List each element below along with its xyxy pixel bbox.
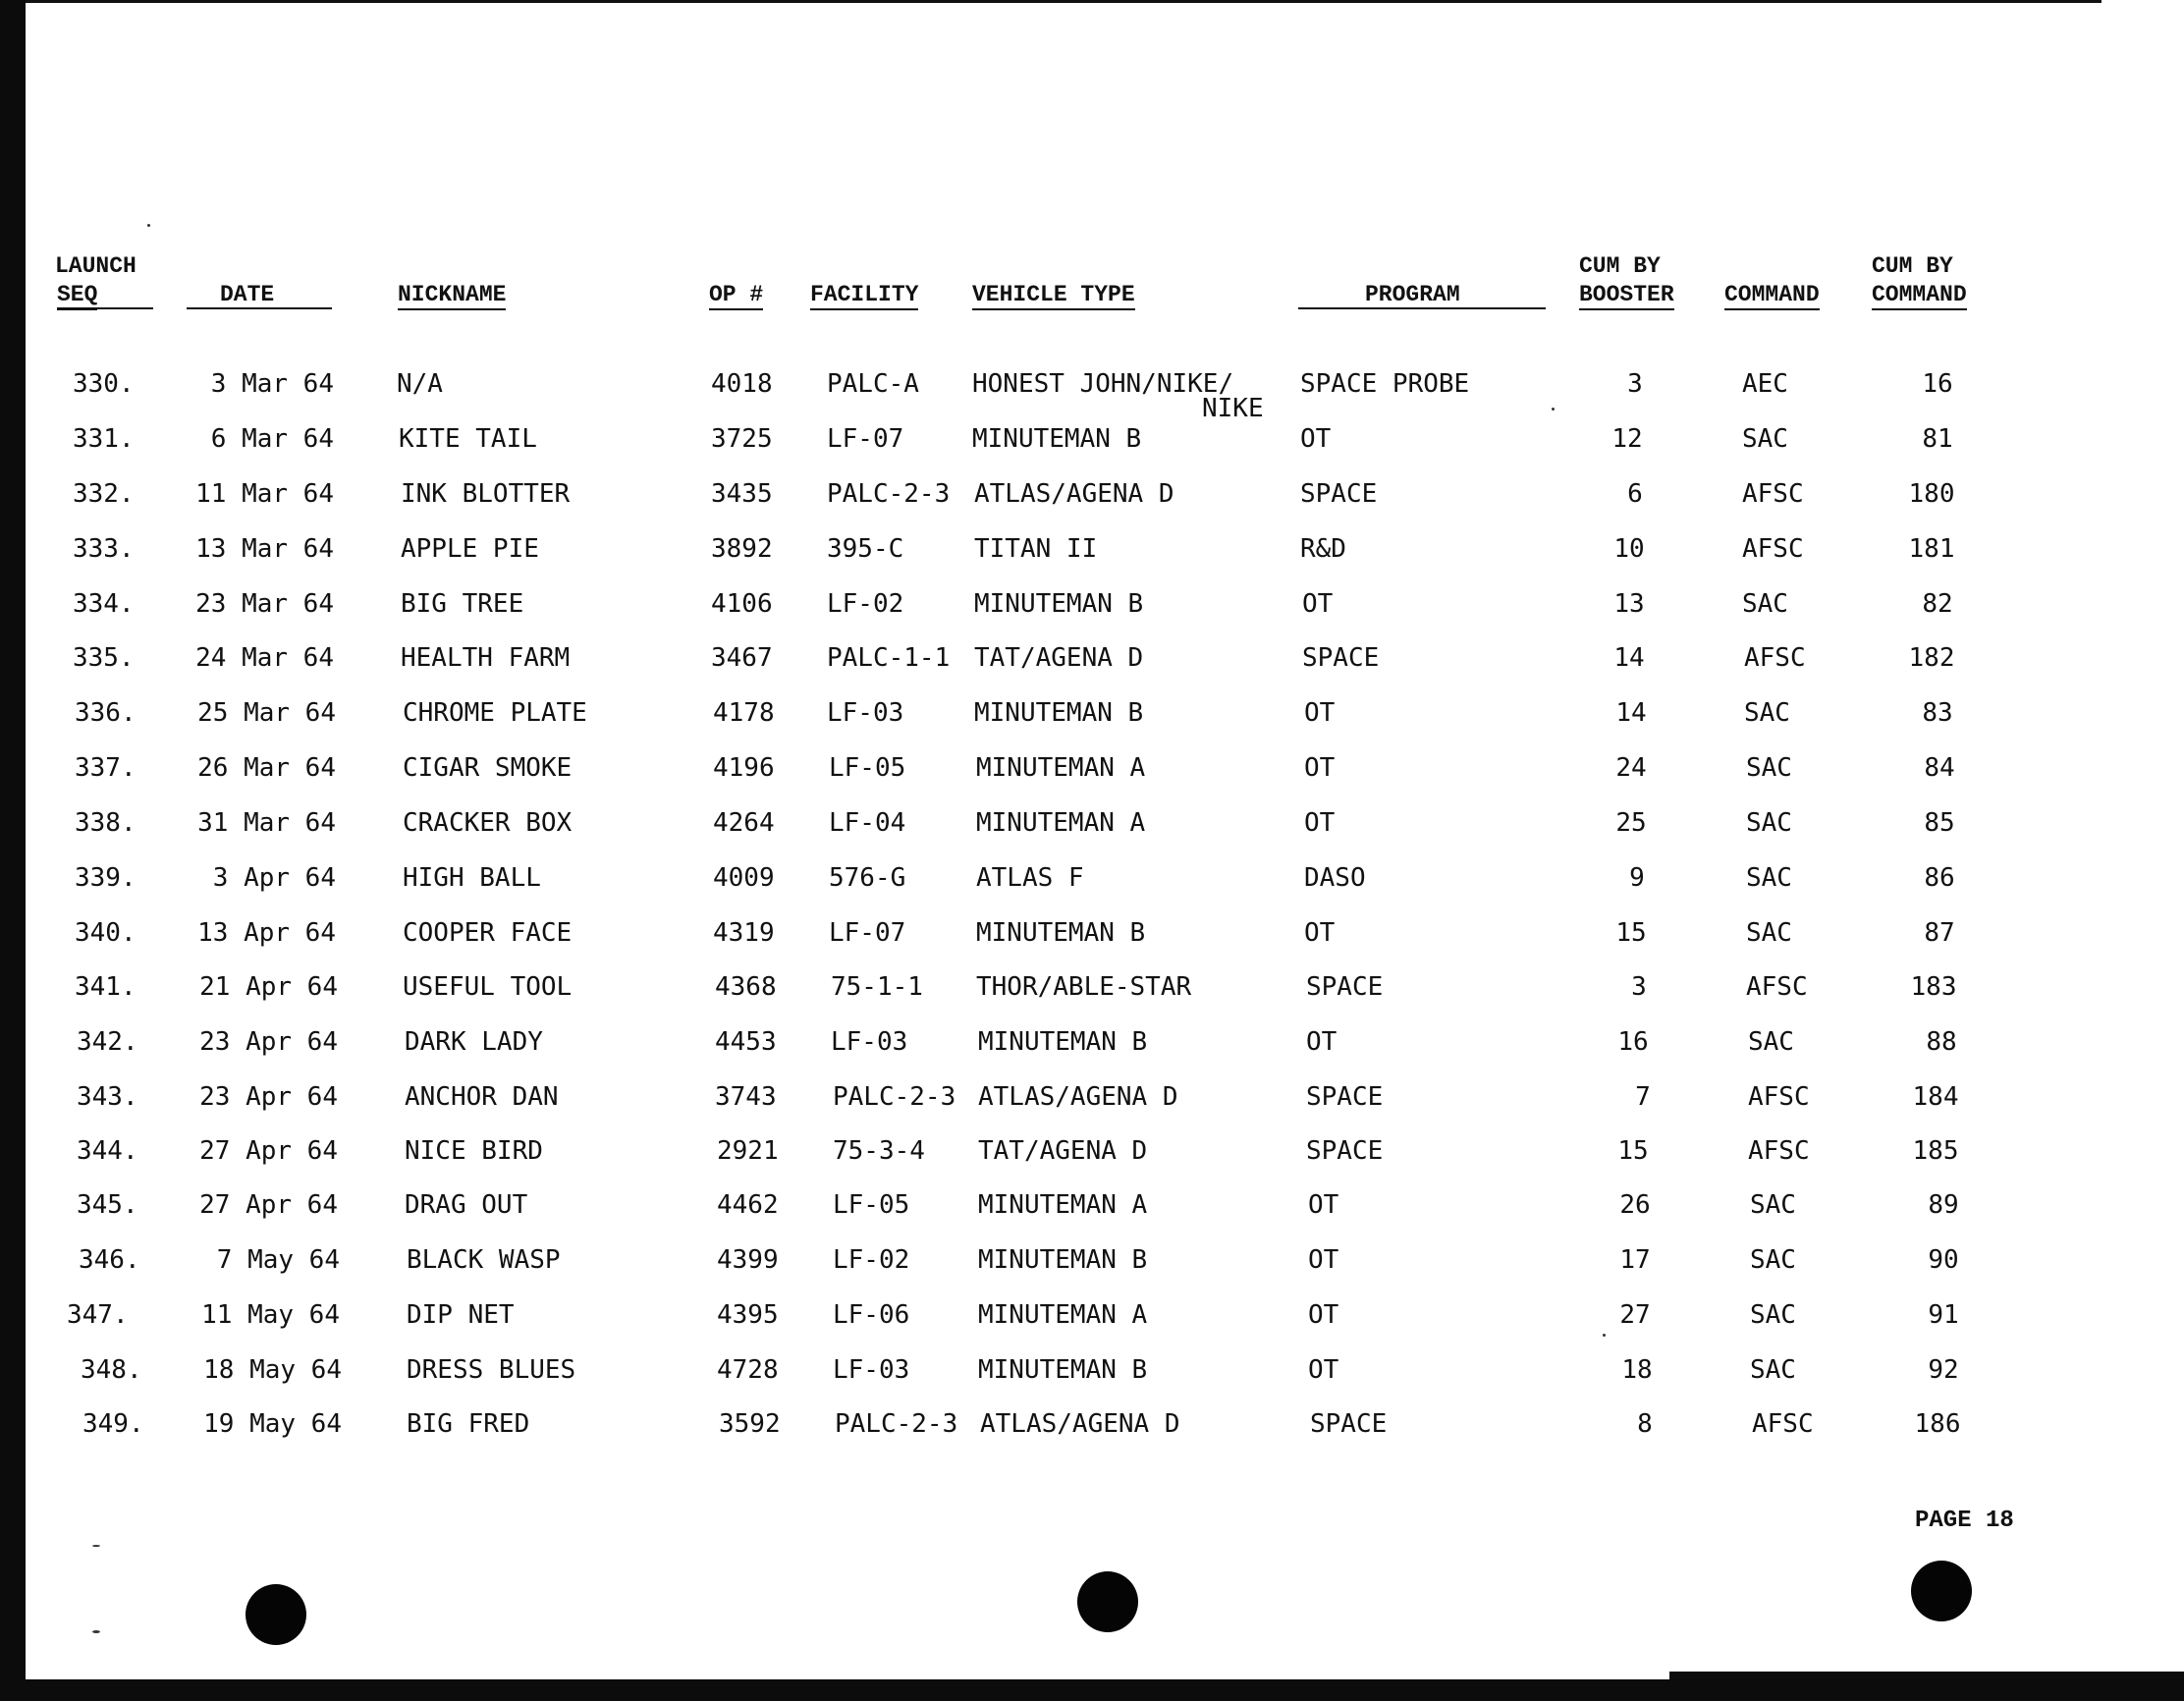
cell-program: OT xyxy=(1304,698,1336,728)
cell-facility: PALC-A xyxy=(827,369,919,399)
cell-command: AFSC xyxy=(1748,1136,1810,1166)
binder-hole-left xyxy=(246,1584,306,1645)
cell-program: SPACE xyxy=(1310,1409,1388,1439)
cell-seq: 335. xyxy=(73,643,135,673)
cell-nickname: BIG FRED xyxy=(407,1409,530,1439)
header-cum-command-line1: CUM BY xyxy=(1872,253,1953,279)
cell-op: 4018 xyxy=(711,369,773,399)
cell-facility: PALC-1-1 xyxy=(827,643,951,673)
cell-nickname: APPLE PIE xyxy=(401,534,539,564)
cell-date: 26 Mar 64 xyxy=(197,753,336,783)
cell-vehicle: MINUTEMAN B xyxy=(978,1355,1148,1385)
cell-cum-command: 180 xyxy=(1908,479,1955,509)
cell-program: SPACE xyxy=(1302,643,1380,673)
cell-op: 4319 xyxy=(713,918,775,948)
cell-date: 18 May 64 xyxy=(203,1355,342,1385)
table-row xyxy=(0,1187,2184,1227)
cell-command: SAC xyxy=(1746,808,1792,838)
cell-vehicle: MINUTEMAN B xyxy=(974,698,1144,728)
cell-vehicle: TITAN II xyxy=(974,534,1098,564)
cell-command: AFSC xyxy=(1746,972,1808,1002)
scan-edge-left xyxy=(0,0,26,1701)
cell-cum-booster: 17 xyxy=(1619,1245,1651,1275)
cell-facility: 75-3-4 xyxy=(833,1136,925,1166)
cell-seq: 338. xyxy=(75,808,136,838)
cell-command: SAC xyxy=(1742,424,1788,454)
cell-op: 2921 xyxy=(717,1136,779,1166)
cell-date: 7 May 64 xyxy=(216,1245,340,1275)
cell-vehicle: ATLAS F xyxy=(976,863,1084,893)
cell-facility: LF-05 xyxy=(829,753,906,783)
table-row xyxy=(0,421,2184,461)
cell-cum-booster: 14 xyxy=(1615,698,1647,728)
cell-nickname: ANCHOR DAN xyxy=(405,1082,559,1112)
table-row xyxy=(0,476,2184,516)
table-row xyxy=(0,640,2184,680)
cell-cum-booster: 27 xyxy=(1619,1300,1651,1330)
cell-seq: 343. xyxy=(77,1082,138,1112)
cell-nickname: COOPER FACE xyxy=(403,918,573,948)
cell-command: AFSC xyxy=(1742,534,1804,564)
cell-vehicle: ATLAS/AGENA D xyxy=(974,479,1174,509)
cell-nickname: DRAG OUT xyxy=(405,1190,528,1220)
cell-cum-booster: 3 xyxy=(1631,972,1647,1002)
cell-seq: 341. xyxy=(75,972,136,1002)
cell-vehicle: ATLAS/AGENA D xyxy=(980,1409,1180,1439)
cell-seq: 337. xyxy=(75,753,136,783)
scan-edge-bottom xyxy=(26,1679,2184,1701)
cell-facility: LF-02 xyxy=(833,1245,910,1275)
cell-cum-command: 182 xyxy=(1908,643,1955,673)
cell-date: 6 Mar 64 xyxy=(210,424,334,454)
cell-date: 27 Apr 64 xyxy=(199,1190,338,1220)
cell-seq: 331. xyxy=(73,424,135,454)
cell-command: SAC xyxy=(1750,1355,1796,1385)
cell-facility: 576-G xyxy=(829,863,906,893)
cell-cum-booster: 15 xyxy=(1617,1136,1649,1166)
cell-cum-command: 81 xyxy=(1922,424,1953,454)
cell-date: 3 Apr 64 xyxy=(212,863,336,893)
cell-op: 3467 xyxy=(711,643,773,673)
table-row xyxy=(0,1133,2184,1173)
cell-vehicle: MINUTEMAN A xyxy=(978,1190,1148,1220)
cell-facility: LF-03 xyxy=(827,698,904,728)
cell-cum-booster: 14 xyxy=(1613,643,1645,673)
cell-command: SAC xyxy=(1746,918,1792,948)
cell-cum-booster: 10 xyxy=(1613,534,1645,564)
cell-seq: 348. xyxy=(81,1355,142,1385)
cell-facility: LF-02 xyxy=(827,589,904,619)
cell-seq: 339. xyxy=(75,863,136,893)
cell-cum-command: 181 xyxy=(1908,534,1955,564)
cell-nickname: CRACKER BOX xyxy=(403,808,573,838)
cell-cum-command: 84 xyxy=(1924,753,1955,783)
cell-cum-command: 92 xyxy=(1928,1355,1959,1385)
cell-op: 4009 xyxy=(713,863,775,893)
table-row xyxy=(0,1406,2184,1446)
cell-op: 3743 xyxy=(715,1082,777,1112)
cell-cum-booster: 7 xyxy=(1635,1082,1651,1112)
cell-seq: 342. xyxy=(77,1027,138,1057)
header-date: DATE xyxy=(220,282,275,307)
cell-cum-command: 86 xyxy=(1924,863,1955,893)
table-row xyxy=(0,1297,2184,1337)
cell-op: 3435 xyxy=(711,479,773,509)
cell-date: 27 Apr 64 xyxy=(199,1136,338,1166)
cell-nickname: N/A xyxy=(397,369,443,399)
cell-program: OT xyxy=(1302,589,1334,619)
scan-speck xyxy=(1552,408,1555,411)
cell-nickname: BIG TREE xyxy=(401,589,524,619)
header-command: COMMAND xyxy=(1724,282,1820,310)
cell-vehicle: MINUTEMAN B xyxy=(978,1027,1148,1057)
table-row xyxy=(0,366,2184,423)
binder-hole-right xyxy=(1911,1561,1972,1621)
cell-program: SPACE xyxy=(1306,1136,1384,1166)
cell-nickname: DARK LADY xyxy=(405,1027,543,1057)
cell-nickname: HIGH BALL xyxy=(403,863,541,893)
cell-cum-command: 90 xyxy=(1928,1245,1959,1275)
header-cum-booster xyxy=(1579,252,1674,309)
cell-facility: PALC-2-3 xyxy=(827,479,951,509)
cell-nickname: KITE TAIL xyxy=(399,424,537,454)
cell-command: AFSC xyxy=(1748,1082,1810,1112)
cell-op: 3725 xyxy=(711,424,773,454)
cell-cum-booster: 3 xyxy=(1627,369,1643,399)
cell-program: SPACE xyxy=(1306,1082,1384,1112)
cell-op: 4368 xyxy=(715,972,777,1002)
cell-facility: LF-07 xyxy=(827,424,904,454)
cell-vehicle: HONEST JOHN/NIKE/ xyxy=(972,369,1234,399)
table-row xyxy=(0,1079,2184,1119)
cell-command: SAC xyxy=(1746,863,1792,893)
table-row xyxy=(0,1352,2184,1392)
cell-cum-booster: 25 xyxy=(1615,808,1647,838)
cell-cum-command: 183 xyxy=(1910,972,1957,1002)
cell-cum-booster: 18 xyxy=(1621,1355,1653,1385)
cell-command: AEC xyxy=(1742,369,1788,399)
cell-vehicle: TAT/AGENA D xyxy=(974,643,1144,673)
binder-hole-center xyxy=(1077,1571,1138,1632)
cell-program: OT xyxy=(1306,1027,1338,1057)
cell-nickname: USEFUL TOOL xyxy=(403,972,573,1002)
table-row xyxy=(0,1024,2184,1064)
cell-seq: 340. xyxy=(75,918,136,948)
cell-date: 3 Mar 64 xyxy=(210,369,334,399)
scan-speck xyxy=(147,224,150,227)
page-number: PAGE 18 xyxy=(1915,1508,2014,1534)
cell-op: 3592 xyxy=(719,1409,781,1439)
cell-nickname: CHROME PLATE xyxy=(403,698,587,728)
header-rule-date xyxy=(187,307,332,309)
cell-nickname: CIGAR SMOKE xyxy=(403,753,573,783)
cell-program: SPACE xyxy=(1300,479,1378,509)
scan-speck xyxy=(1603,1334,1606,1337)
table-row xyxy=(0,969,2184,1009)
cell-nickname: INK BLOTTER xyxy=(401,479,571,509)
cell-date: 13 Mar 64 xyxy=(195,534,334,564)
cell-nickname: DRESS BLUES xyxy=(407,1355,576,1385)
cell-seq: 346. xyxy=(79,1245,140,1275)
cell-seq: 349. xyxy=(82,1409,144,1439)
cell-cum-command: 185 xyxy=(1912,1136,1959,1166)
cell-cum-booster: 24 xyxy=(1615,753,1647,783)
cell-cum-command: 184 xyxy=(1912,1082,1959,1112)
cell-date: 21 Apr 64 xyxy=(199,972,338,1002)
cell-vehicle: THOR/ABLE-STAR xyxy=(976,972,1192,1002)
cell-program: OT xyxy=(1308,1190,1339,1220)
cell-program: OT xyxy=(1308,1300,1339,1330)
header-rule-seq xyxy=(57,307,153,309)
cell-cum-command: 186 xyxy=(1914,1409,1961,1439)
header-launch-seq-line1: LAUNCH xyxy=(55,253,136,279)
table-row xyxy=(0,531,2184,571)
cell-op: 4196 xyxy=(713,753,775,783)
cell-seq: 344. xyxy=(77,1136,138,1166)
cell-facility: LF-07 xyxy=(829,918,906,948)
header-op: OP # xyxy=(709,282,763,310)
cell-cum-command: 87 xyxy=(1924,918,1955,948)
cell-date: 11 May 64 xyxy=(201,1300,340,1330)
scan-edge-bottom-step xyxy=(1669,1672,2184,1679)
cell-seq: 332. xyxy=(73,479,135,509)
scan-edge-top xyxy=(0,0,2102,3)
cell-cum-command: 83 xyxy=(1922,698,1953,728)
cell-date: 23 Apr 64 xyxy=(199,1082,338,1112)
cell-cum-command: 16 xyxy=(1922,369,1953,399)
table-row xyxy=(0,1242,2184,1282)
table-row xyxy=(0,915,2184,955)
cell-program: SPACE xyxy=(1306,972,1384,1002)
cell-cum-booster: 16 xyxy=(1617,1027,1649,1057)
cell-cum-command: 82 xyxy=(1922,589,1953,619)
header-rule-program xyxy=(1298,307,1546,309)
cell-cum-booster: 12 xyxy=(1611,424,1643,454)
cell-cum-booster: 26 xyxy=(1619,1190,1651,1220)
cell-facility: LF-03 xyxy=(833,1355,910,1385)
table-row xyxy=(0,586,2184,626)
cell-cum-booster: 9 xyxy=(1629,863,1645,893)
cell-facility: LF-04 xyxy=(829,808,906,838)
cell-cum-command: 88 xyxy=(1926,1027,1957,1057)
cell-vehicle-continued: NIKE xyxy=(1202,394,1264,423)
cell-facility: 395-C xyxy=(827,534,904,564)
cell-facility: LF-03 xyxy=(831,1027,908,1057)
header-program: PROGRAM xyxy=(1365,282,1460,307)
cell-seq: 336. xyxy=(75,698,136,728)
cell-program: OT xyxy=(1308,1355,1339,1385)
cell-date: 24 Mar 64 xyxy=(195,643,334,673)
cell-command: AFSC xyxy=(1742,479,1804,509)
cell-vehicle: MINUTEMAN B xyxy=(974,589,1144,619)
header-cum-command xyxy=(1872,252,1967,309)
cell-facility: LF-06 xyxy=(833,1300,910,1330)
table-row xyxy=(0,805,2184,845)
cell-command: AFSC xyxy=(1744,643,1806,673)
cell-nickname: NICE BIRD xyxy=(405,1136,543,1166)
header-nickname: NICKNAME xyxy=(398,282,506,310)
cell-program: OT xyxy=(1304,753,1336,783)
cell-vehicle: MINUTEMAN A xyxy=(978,1300,1148,1330)
cell-seq: 330. xyxy=(73,369,135,399)
cell-command: SAC xyxy=(1750,1245,1796,1275)
cell-vehicle: MINUTEMAN B xyxy=(978,1245,1148,1275)
cell-date: 31 Mar 64 xyxy=(197,808,336,838)
cell-cum-booster: 6 xyxy=(1627,479,1643,509)
cell-command: AFSC xyxy=(1752,1409,1814,1439)
header-launch-seq xyxy=(55,252,136,309)
cell-cum-booster: 15 xyxy=(1615,918,1647,948)
cell-cum-booster: 13 xyxy=(1613,589,1645,619)
cell-op: 4462 xyxy=(717,1190,779,1220)
cell-program: OT xyxy=(1304,808,1336,838)
cell-vehicle: TAT/AGENA D xyxy=(978,1136,1148,1166)
cell-date: 11 Mar 64 xyxy=(195,479,334,509)
cell-op: 4453 xyxy=(715,1027,777,1057)
cell-cum-command: 85 xyxy=(1924,808,1955,838)
cell-command: SAC xyxy=(1742,589,1788,619)
table-row xyxy=(0,695,2184,735)
cell-op: 4395 xyxy=(717,1300,779,1330)
cell-date: 13 Apr 64 xyxy=(197,918,336,948)
cell-cum-command: 91 xyxy=(1928,1300,1959,1330)
cell-op: 4264 xyxy=(713,808,775,838)
cell-op: 4106 xyxy=(711,589,773,619)
cell-vehicle: MINUTEMAN A xyxy=(976,808,1146,838)
cell-date: 23 Apr 64 xyxy=(199,1027,338,1057)
cell-nickname: DIP NET xyxy=(407,1300,515,1330)
cell-nickname: HEALTH FARM xyxy=(401,643,571,673)
cell-vehicle: MINUTEMAN B xyxy=(972,424,1142,454)
cell-program: SPACE PROBE xyxy=(1300,369,1470,399)
cell-op: 3892 xyxy=(711,534,773,564)
scan-speck xyxy=(92,1545,100,1547)
cell-command: SAC xyxy=(1746,753,1792,783)
cell-seq: 345. xyxy=(77,1190,138,1220)
header-launch-seq-line2: SEQ xyxy=(57,282,97,310)
cell-command: SAC xyxy=(1744,698,1790,728)
cell-date: 25 Mar 64 xyxy=(197,698,336,728)
cell-op: 4728 xyxy=(717,1355,779,1385)
cell-vehicle: MINUTEMAN A xyxy=(976,753,1146,783)
scan-speck xyxy=(92,1630,100,1633)
cell-program: OT xyxy=(1304,918,1336,948)
cell-facility: PALC-2-3 xyxy=(835,1409,958,1439)
header-cum-booster-line2: BOOSTER xyxy=(1579,282,1674,310)
cell-facility: PALC-2-3 xyxy=(833,1082,956,1112)
cell-op: 4178 xyxy=(713,698,775,728)
cell-program: OT xyxy=(1308,1245,1339,1275)
cell-program: OT xyxy=(1300,424,1332,454)
cell-cum-command: 89 xyxy=(1928,1190,1959,1220)
cell-seq: 334. xyxy=(73,589,135,619)
table-row xyxy=(0,860,2184,900)
header-cum-booster-line1: CUM BY xyxy=(1579,253,1661,279)
cell-program: DASO xyxy=(1304,863,1366,893)
header-vehicle-type: VEHICLE TYPE xyxy=(972,282,1135,310)
cell-op: 4399 xyxy=(717,1245,779,1275)
cell-cum-booster: 8 xyxy=(1637,1409,1653,1439)
cell-command: SAC xyxy=(1750,1300,1796,1330)
cell-facility: 75-1-1 xyxy=(831,972,923,1002)
cell-program: R&D xyxy=(1300,534,1346,564)
cell-vehicle: MINUTEMAN B xyxy=(976,918,1146,948)
header-facility: FACILITY xyxy=(810,282,918,310)
cell-nickname: BLACK WASP xyxy=(407,1245,561,1275)
header-cum-command-line2: COMMAND xyxy=(1872,282,1967,310)
cell-vehicle: ATLAS/AGENA D xyxy=(978,1082,1178,1112)
cell-command: SAC xyxy=(1750,1190,1796,1220)
cell-seq: 347. xyxy=(67,1300,129,1330)
cell-date: 23 Mar 64 xyxy=(195,589,334,619)
table-row xyxy=(0,750,2184,790)
cell-date: 19 May 64 xyxy=(203,1409,342,1439)
cell-facility: LF-05 xyxy=(833,1190,910,1220)
cell-seq: 333. xyxy=(73,534,135,564)
cell-command: SAC xyxy=(1748,1027,1794,1057)
